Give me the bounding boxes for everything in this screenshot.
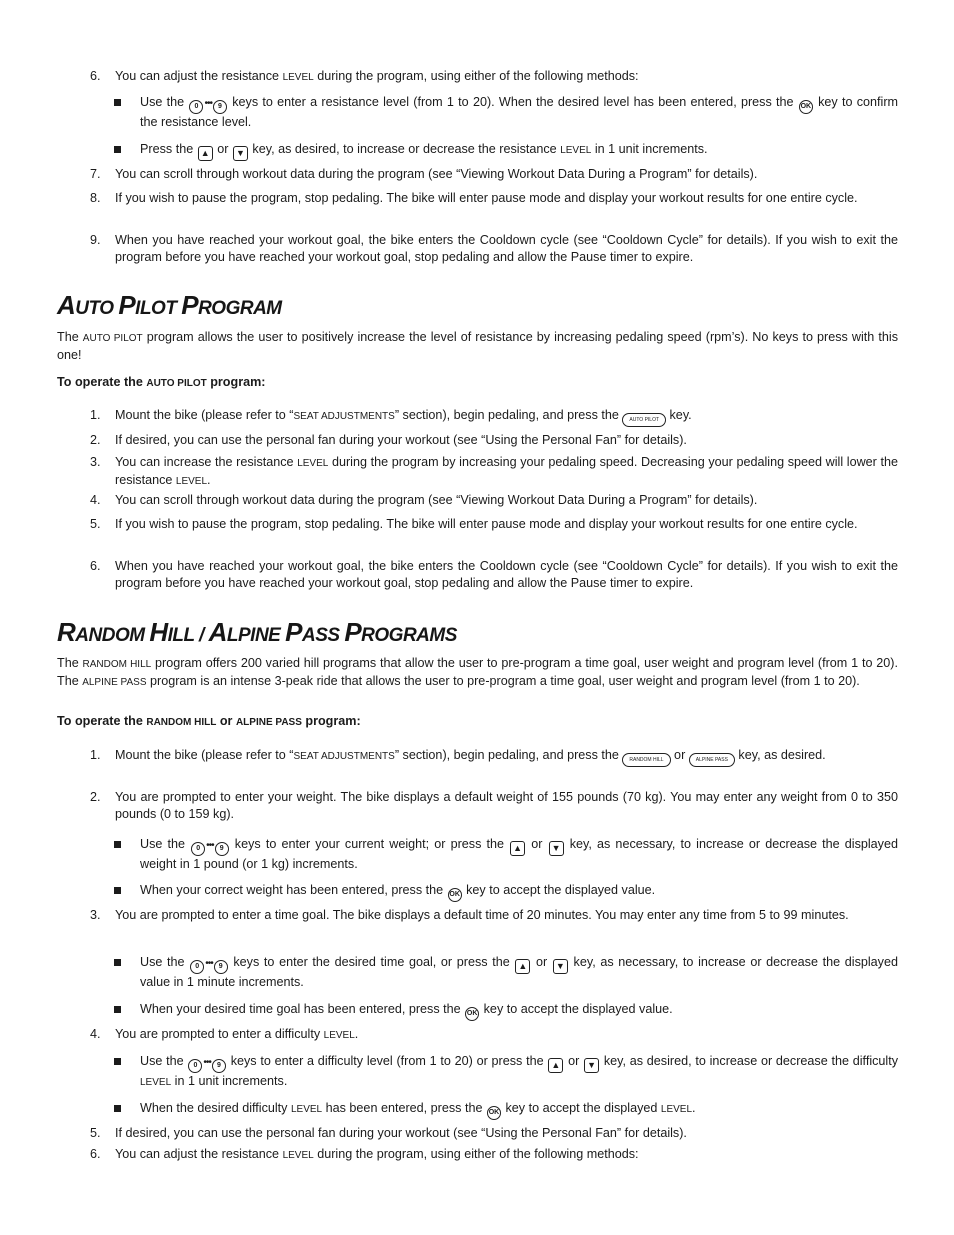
list-item: 3. You are prompted to enter a time goal. The bike displays a default time of 20 minutes. You may enter any time from 5 to 99 minutes. <box>90 908 849 922</box>
ok-key-icon: OK <box>448 888 462 902</box>
ellipsis-icon: ••• <box>206 840 214 851</box>
up-key-icon: ▲ <box>198 146 213 161</box>
up-key-icon: ▲ <box>548 1058 563 1073</box>
bullet-square <box>114 841 121 848</box>
list-item: 2. You are prompted to enter your weight. The bike displays a default weight of 155 pounds (70 kg). You may enter any weight from 0 to 350 pounds (0 to 159 kg). <box>90 790 898 821</box>
list-item: 9. When you have reached your workout goal, the bike enters the Cooldown cycle (see “Cooldown Cycle” for details). If you wish to exit the program before you have reached your workout goal, stop pedaling and allow the Pause timer to expire. <box>90 233 898 264</box>
list-item: 1. Mount the bike (please refer to “SEAT ADJUSTMENTS” section), begin pedaling, and press the AUTO PILOT key. <box>115 407 898 427</box>
bullet-square <box>114 1105 121 1112</box>
alpine-pass-key-icon: ALPINE PASS <box>689 753 735 767</box>
auto-pilot-key-icon: AUTO PILOT <box>622 413 666 427</box>
operate-instructions-label: To operate the AUTO PILOT program: <box>57 375 266 389</box>
zero-key-icon: 0 <box>190 960 204 974</box>
nine-key-icon: 9 <box>213 100 227 114</box>
ellipsis-icon: ••• <box>205 958 213 969</box>
section-heading-auto-pilot: AUTO PILOT PROGRAM <box>57 290 282 320</box>
section-intro: The AUTO PILOT program allows the user to positively increase the level of resistance by increasing pedaling speed (rpm’s). No keys to press with this one! <box>57 330 898 362</box>
list-item: 4. You are prompted to enter a difficulty LEVEL. <box>90 1027 359 1041</box>
ok-key-icon: OK <box>465 1007 479 1021</box>
nine-key-icon: 9 <box>212 1059 226 1073</box>
list-item: 4. You can scroll through workout data during the program (see “Viewing Workout Data During a Program” for details). <box>90 493 758 507</box>
zero-key-icon: 0 <box>188 1059 202 1073</box>
bullet-square <box>114 1058 121 1065</box>
list-item: 6. You can adjust the resistance LEVEL during the program, using either of the following methods: <box>90 1147 639 1161</box>
bullet-square <box>114 146 121 153</box>
bullet-item: When the desired difficulty LEVEL has been entered, press the OK key to accept the displayed LEVEL. <box>140 1100 898 1120</box>
bullet-square <box>114 887 121 894</box>
zero-key-icon: 0 <box>189 100 203 114</box>
list-item: 1. Mount the bike (please refer to “SEAT ADJUSTMENTS” section), begin pedaling, and press the RANDOM HILL or ALPINE PASS key, as desired. <box>115 747 898 767</box>
bullet-item: Use the 0 ••• 9 keys to enter a difficulty level (from 1 to 20) or press the ▲ or ▼ key, as desired, to increase or decrease the difficulty LEVEL in 1 unit increments. <box>140 1053 898 1091</box>
list-item: 2. If desired, you can use the personal fan during your workout (see “Using the Personal Fan” for details). <box>90 433 687 447</box>
bullet-item: Use the 0 ••• 9 keys to enter a resistance level (from 1 to 20). When the desired level has been entered, press the OK key to confirm the resistance level. <box>140 94 898 131</box>
bullet-item: When your correct weight has been entered, press the OK key to accept the displayed value. <box>140 882 898 902</box>
down-key-icon: ▼ <box>584 1058 599 1073</box>
list-item: 5. If you wish to pause the program, stop pedaling. The bike will enter pause mode and display your workout results for one entire cycle. <box>90 517 858 531</box>
bullet-item: When your desired time goal has been entered, press the OK key to accept the displayed value. <box>140 1001 898 1021</box>
ellipsis-icon: ••• <box>204 98 212 109</box>
list-item: 6. When you have reached your workout goal, the bike enters the Cooldown cycle (see “Cooldown Cycle” for details). If you wish to exit the program before you have reached your workout goal, stop pedaling and allow the Pause timer to expire. <box>90 559 898 590</box>
bullet-item: Use the 0 ••• 9 keys to enter the desired time goal, or press the ▲ or ▼ key, as necessary, to increase or decrease the displayed value in 1 minute increments. <box>140 954 898 991</box>
nine-key-icon: 9 <box>215 842 229 856</box>
up-key-icon: ▲ <box>510 841 525 856</box>
list-item: 8. If you wish to pause the program, stop pedaling. The bike will enter pause mode and display your workout results for one entire cycle. <box>90 191 858 205</box>
bullet-square <box>114 959 121 966</box>
up-key-icon: ▲ <box>515 959 530 974</box>
section-intro: The RANDOM HILL program offers 200 varied hill programs that allow the user to pre-program a time goal, user weight and program level (from 1 to 20). The ALPINE PASS program is an intense 3-peak ride that allows the user to pre-program a time goal, user weight and program level (from 1 to 20). <box>57 656 898 688</box>
list-item: 6. You can adjust the resistance LEVEL during the program, using either of the following methods: <box>90 69 639 83</box>
random-hill-key-icon: RANDOM HILL <box>622 753 670 767</box>
operate-instructions-label: To operate the RANDOM HILL or ALPINE PASS program: <box>57 714 361 728</box>
down-key-icon: ▼ <box>549 841 564 856</box>
nine-key-icon: 9 <box>214 960 228 974</box>
bullet-square <box>114 99 121 106</box>
list-item: 5. If desired, you can use the personal fan during your workout (see “Using the Personal Fan” for details). <box>90 1126 687 1140</box>
list-item: 3. You can increase the resistance LEVEL during the program by increasing your pedaling speed. Decreasing your pedaling speed will lower the resistance LEVEL. <box>90 455 898 487</box>
bullet-square <box>114 1006 121 1013</box>
section-heading-random-hill: RANDOM HILL / ALPINE PASS PROGRAMS <box>57 617 457 647</box>
down-key-icon: ▼ <box>233 146 248 161</box>
bullet-item: Use the 0 ••• 9 keys to enter your current weight; or press the ▲ or ▼ key, as necessary, to increase or decrease the displayed weight in 1 pound (or 1 kg) increments. <box>140 836 898 873</box>
down-key-icon: ▼ <box>553 959 568 974</box>
ellipsis-icon: ••• <box>203 1057 211 1068</box>
ok-key-icon: OK <box>799 100 813 114</box>
list-item: 7. You can scroll through workout data during the program (see “Viewing Workout Data During a Program” for details). <box>90 167 758 181</box>
zero-key-icon: 0 <box>191 842 205 856</box>
ok-key-icon: OK <box>487 1106 501 1120</box>
bullet-item: Press the ▲ or ▼ key, as desired, to increase or decrease the resistance LEVEL in 1 unit increments. <box>140 141 898 161</box>
